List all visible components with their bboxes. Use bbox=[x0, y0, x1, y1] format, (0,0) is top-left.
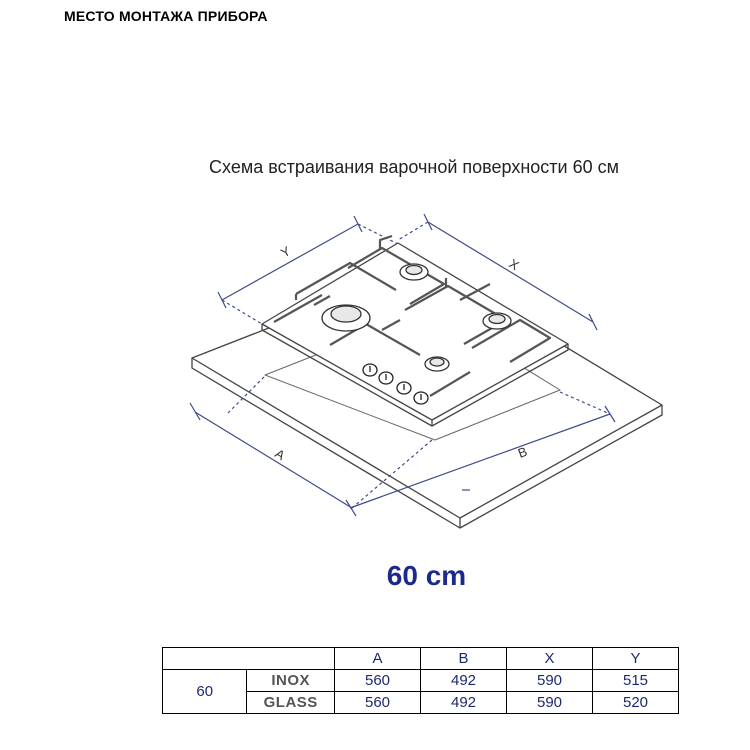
dimension-label-a: A bbox=[272, 445, 288, 464]
knob-icon bbox=[397, 382, 411, 394]
value-cell: 590 bbox=[507, 692, 593, 714]
type-cell: INOX bbox=[247, 670, 335, 692]
table-row bbox=[163, 670, 679, 692]
type-cell: GLASS bbox=[247, 692, 335, 714]
burner-right bbox=[483, 313, 511, 329]
knob-icon bbox=[414, 392, 428, 404]
value-cell: 492 bbox=[421, 692, 507, 714]
value-cell: 492 bbox=[421, 670, 507, 692]
value-cell: 515 bbox=[593, 670, 679, 692]
value-cell: 560 bbox=[335, 692, 421, 714]
diagram-caption: Схема встраивания варочной поверхности 60 см bbox=[209, 157, 619, 177]
burner-rear bbox=[400, 264, 428, 280]
burner-large bbox=[322, 305, 370, 331]
dimension-label-x: X bbox=[506, 255, 522, 274]
knob-icon bbox=[363, 364, 377, 376]
table-header-cell: Y bbox=[593, 648, 679, 670]
value-cell: 560 bbox=[335, 670, 421, 692]
burner-front bbox=[425, 357, 449, 371]
table-header-row bbox=[163, 648, 679, 670]
knob-icon bbox=[379, 372, 393, 384]
value-cell: 590 bbox=[507, 670, 593, 692]
table-header-cell: B bbox=[421, 648, 507, 670]
size-label: 60 cm bbox=[386, 560, 467, 591]
table-header-cell bbox=[163, 648, 335, 670]
dimensions-table bbox=[162, 647, 679, 714]
dimension-label-b: B bbox=[515, 443, 530, 461]
value-cell: 520 bbox=[593, 692, 679, 714]
table-header-cell: A bbox=[335, 648, 421, 670]
dimension-label-y: Y bbox=[278, 243, 294, 261]
page-title: МЕСТО МОНТАЖА ПРИБОРА bbox=[64, 8, 268, 24]
table-header-cell: X bbox=[507, 648, 593, 670]
model-cell: 60 bbox=[163, 670, 247, 714]
